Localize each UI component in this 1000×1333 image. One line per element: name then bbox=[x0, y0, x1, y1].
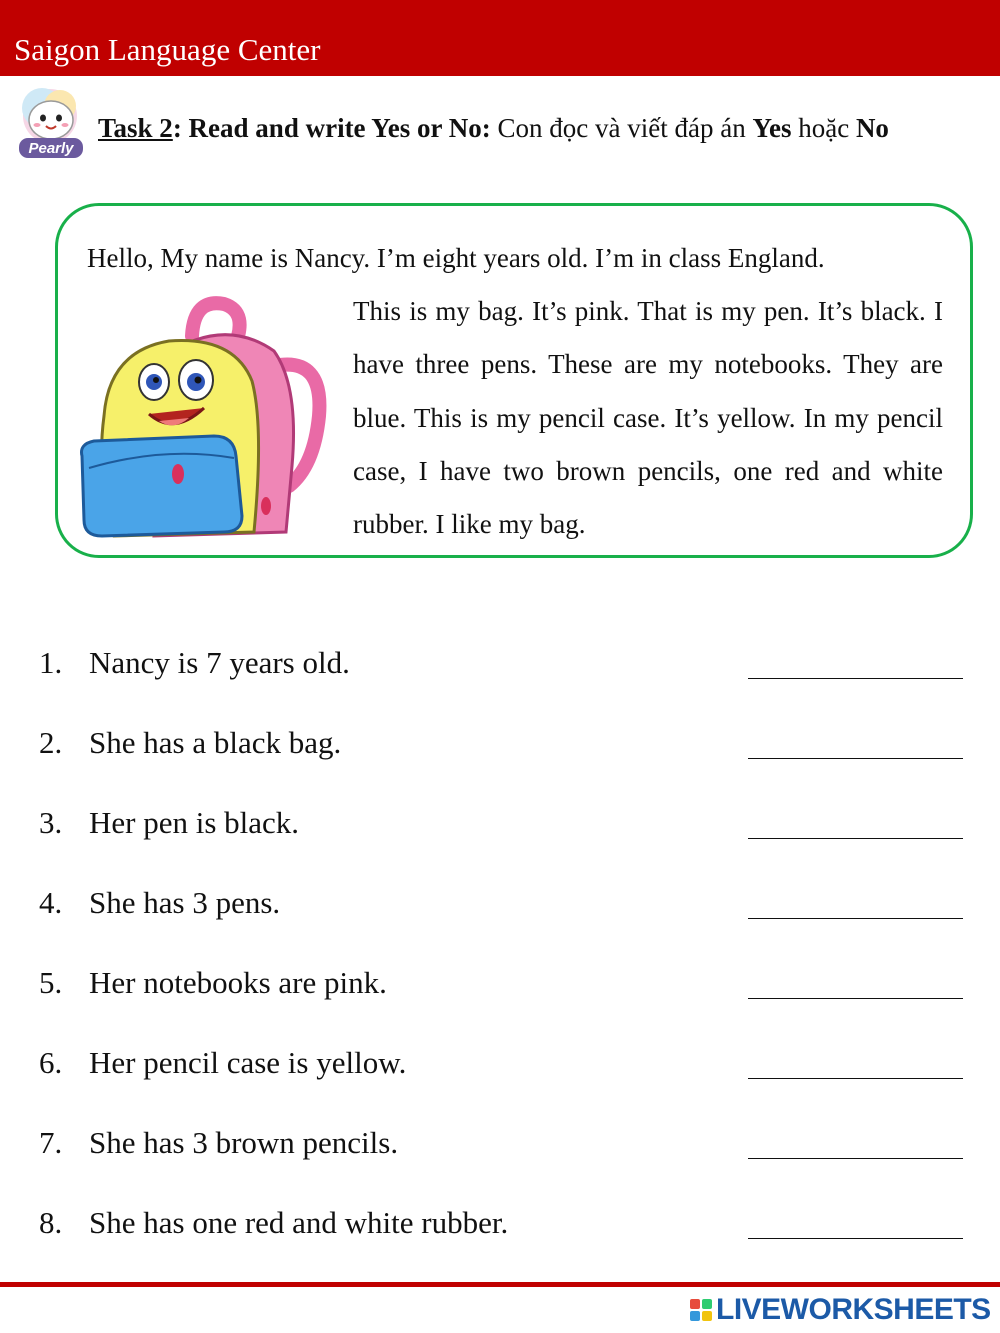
backpack-illustration bbox=[74, 296, 330, 542]
answer-line[interactable] bbox=[748, 678, 963, 679]
task-or: hoặc bbox=[791, 113, 856, 143]
answer-line[interactable] bbox=[748, 758, 963, 759]
question-number: 1. bbox=[39, 645, 63, 680]
answer-line[interactable] bbox=[748, 1238, 963, 1239]
question-text: She has 3 brown pencils. bbox=[89, 1125, 399, 1160]
task-label: Task 2 bbox=[98, 113, 173, 143]
question-text: Her pencil case is yellow. bbox=[89, 1045, 407, 1080]
footer-divider bbox=[0, 1282, 1000, 1287]
question-number: 7. bbox=[39, 1125, 63, 1160]
answer-line[interactable] bbox=[748, 1158, 963, 1159]
answer-line[interactable] bbox=[748, 998, 963, 999]
task-no: No bbox=[855, 113, 889, 143]
task-yes: Yes bbox=[752, 113, 792, 143]
question-text: She has a black bag. bbox=[89, 725, 342, 760]
page-header bbox=[0, 0, 1000, 76]
question-number: 5. bbox=[39, 965, 63, 1000]
question-item bbox=[0, 725, 1000, 775]
header-title: Saigon Language Center bbox=[14, 32, 321, 67]
question-text: Nancy is 7 years old. bbox=[89, 645, 350, 680]
answer-line[interactable] bbox=[748, 838, 963, 839]
question-number: 6. bbox=[39, 1045, 63, 1080]
task-instruction-en: : Read and write Yes or No: bbox=[172, 113, 491, 143]
logo-text: Pearly bbox=[28, 140, 74, 157]
task-instruction-vi: Con đọc và viết đáp án bbox=[490, 113, 753, 143]
question-item bbox=[0, 965, 1000, 1015]
question-item bbox=[0, 885, 1000, 935]
question-item bbox=[0, 1125, 1000, 1175]
question-number: 4. bbox=[39, 885, 63, 920]
question-item bbox=[0, 1205, 1000, 1255]
pearly-logo bbox=[12, 86, 90, 162]
question-number: 8. bbox=[39, 1205, 63, 1240]
reading-passage: This is my bag. It’s pink. That is my pen. It’s black. I have three pens. These are my notebooks. They are blue. This is my pencil case. It’s yellow. In my pencil case, I have two brown pencils, one red and white rubber. I like my bag. bbox=[353, 296, 943, 540]
question-text: Her pen is black. bbox=[89, 805, 300, 840]
question-text: Her notebooks are pink. bbox=[89, 965, 387, 1000]
question-item bbox=[0, 1045, 1000, 1095]
liveworksheets-brand[interactable] bbox=[690, 1292, 990, 1328]
liveworksheets-icon bbox=[690, 1299, 712, 1321]
answer-line[interactable] bbox=[748, 918, 963, 919]
question-item bbox=[0, 645, 1000, 695]
question-text: She has 3 pens. bbox=[89, 885, 281, 920]
question-item bbox=[0, 805, 1000, 855]
reading-intro: Hello, My name is Nancy. I’m eight years old. I’m in class England. bbox=[87, 243, 825, 273]
question-text: She has one red and white rubber. bbox=[89, 1205, 509, 1240]
question-number: 2. bbox=[39, 725, 63, 760]
answer-line[interactable] bbox=[748, 1078, 963, 1079]
brand-text: LIVEWORKSHEETS bbox=[716, 1293, 991, 1326]
task-instruction bbox=[98, 110, 889, 146]
question-number: 3. bbox=[39, 805, 63, 840]
